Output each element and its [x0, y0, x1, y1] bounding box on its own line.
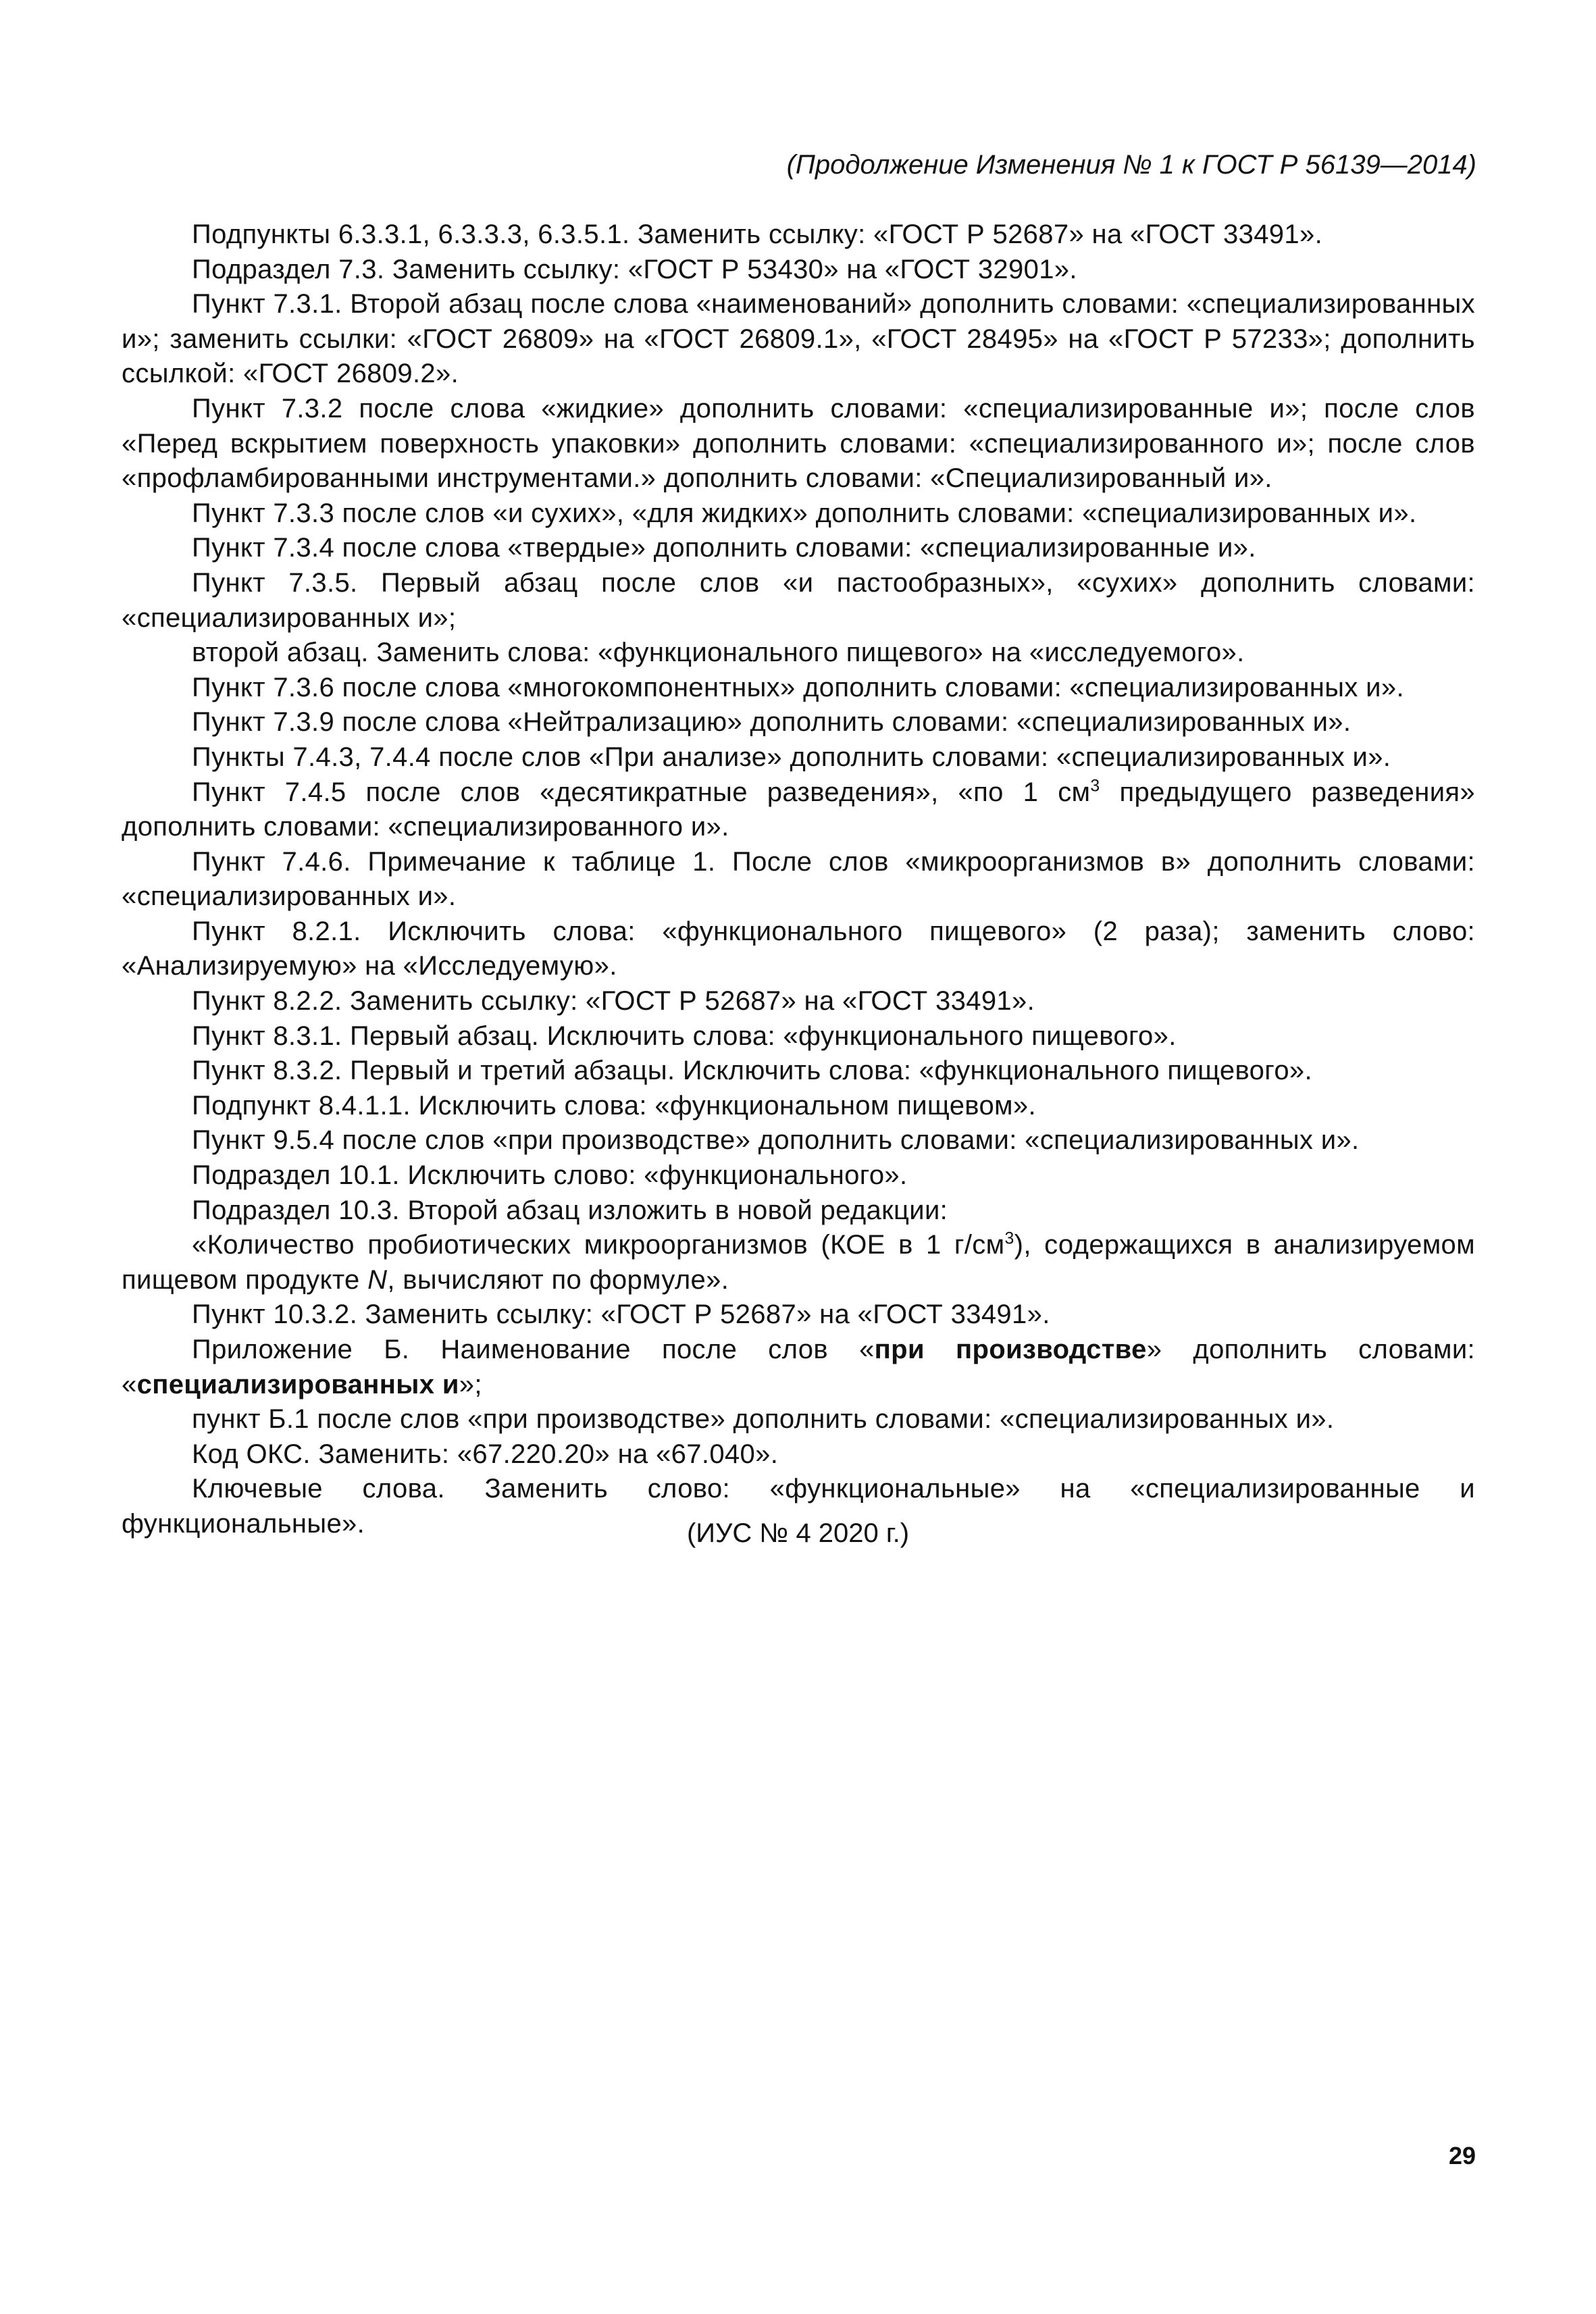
paragraph: Подраздел 10.1. Исключить слово: «функционального».	[192, 1160, 908, 1191]
paragraph: пункт Б.1 после слов «при производстве» дополнить словами: «специализированных и».	[192, 1404, 1335, 1435]
paragraph: Подраздел 10.3. Второй абзац изложить в новой редакции:	[192, 1195, 948, 1225]
text-run: , вычисляют по формуле».	[387, 1264, 729, 1295]
paragraph: Пункт 8.3.2. Первый и третий абзацы. Исключить слова: «функционального пищевого».	[192, 1056, 1312, 1086]
paragraph: Пункт 7.3.2 после слова «жидкие» дополнить словами: «специализированные и»; после слов «Перед вскрытием поверхность упаковки» дополнить словами: «специализированного и»; после слов «профламбированными инструментами.» дополнить словами: «Специализированный и».	[122, 393, 1475, 494]
page-number: 29	[1448, 2142, 1476, 2169]
paragraph: Подпункт 8.4.1.1. Исключить слова: «функциональном пищевом».	[192, 1090, 1036, 1121]
running-header: (Продолжение Изменения № 1 к ГОСТ Р 56139—2014)	[786, 150, 1476, 180]
paragraph: Пункт 7.3.1. Второй абзац после слова «наименований» дополнить словами: «специализированных и»; заменить ссылки: «ГОСТ 26809» на «ГОСТ 26809.1», «ГОСТ 28495» на «ГОСТ Р 57233»; дополнить ссылкой: «ГОСТ 26809.2».	[122, 289, 1475, 389]
paragraph: Пункт 8.2.1. Исключить слова: «функционального пищевого» (2 раза); заменить слово: «Анализируемую» на «Исследуемую».	[122, 916, 1475, 981]
text-run: Пункт 7.4.5 после слов «десятикратные разведения», «по 1 см	[192, 777, 1091, 807]
paragraph: Подпункты 6.3.3.1, 6.3.3.3, 6.3.5.1. Заменить ссылку: «ГОСТ Р 52687» на «ГОСТ 33491».	[192, 220, 1323, 249]
bold-text: при производстве	[874, 1335, 1147, 1364]
paragraph: Пункт 7.3.5. Первый абзац после слов «и пастообразных», «сухих» дополнить словами: «специализированных и»;	[122, 567, 1475, 633]
text-run: ), содержащихся в анализируемом пищевом продукте	[122, 1230, 1475, 1295]
text-run: » дополнить словами: «	[122, 1335, 1476, 1399]
paragraph: Подраздел 7.3. Заменить ссылку: «ГОСТ Р 53430» на «ГОСТ 32901».	[192, 254, 1077, 284]
paragraph: Пункт 8.2.2. Заменить ссылку: «ГОСТ Р 52687» на «ГОСТ 33491».	[192, 986, 1035, 1017]
paragraph: Ключевые слова. Заменить слово: «функциональные» на «специализированные и функциональные».	[122, 1474, 1475, 1539]
paragraph: Пункт 7.3.4 после слова «твердые» дополнить словами: «специализированные и».	[192, 533, 1256, 563]
paragraph: второй абзац. Заменить слова: «функционального пищевого» на «исследуемого».	[192, 638, 1245, 668]
bold-text: специализированных и	[136, 1369, 459, 1399]
source-footer: (ИУС № 4 2020 г.)	[686, 1518, 910, 1548]
superscript: 3	[1090, 777, 1100, 796]
text-run: Приложение Б. Наименование после слов «	[192, 1335, 875, 1364]
paragraph	[122, 775, 1475, 845]
text-run: «Количество пробиотических микроорганизмов (КОЕ в 1 г/см	[192, 1230, 1005, 1260]
paragraph	[122, 1333, 1475, 1402]
paragraph: Код ОКС. Заменить: «67.220.20» на «67.040».	[192, 1439, 779, 1469]
paragraph: Пункт 10.3.2. Заменить ссылку: «ГОСТ Р 52687» на «ГОСТ 33491».	[192, 1300, 1050, 1330]
paragraph	[122, 1228, 1475, 1297]
paragraph: Пункт 7.4.6. Примечание к таблице 1. После слов «микроорганизмов в» дополнить словами: «специализированных и».	[122, 846, 1475, 912]
italic-symbol: N	[367, 1264, 388, 1295]
paragraph: Пункт 7.3.6 после слова «многокомпонентных» дополнить словами: «специализированных и».	[192, 672, 1404, 702]
amendment-body	[122, 217, 1475, 1542]
text-run: предыдущего разведения» дополнить словами: «специализированного и».	[122, 777, 1475, 842]
paragraph: Пункты 7.4.3, 7.4.4 после слов «При анализе» дополнить словами: «специализированных и».	[192, 742, 1391, 772]
superscript: 3	[1004, 1229, 1014, 1248]
paragraph: Пункт 9.5.4 после слов «при производстве» дополнить словами: «специализированных и».	[192, 1125, 1360, 1156]
paragraph: Пункт 7.3.9 после слова «Нейтрализацию» дополнить словами: «специализированных и».	[192, 707, 1352, 738]
paragraph: Пункт 8.3.1. Первый абзац. Исключить слова: «функционального пищевого».	[192, 1021, 1177, 1051]
text-run: »;	[459, 1369, 482, 1399]
paragraph: Пункт 7.3.3 после слов «и сухих», «для жидких» дополнить словами: «специализированных и».	[192, 498, 1417, 528]
